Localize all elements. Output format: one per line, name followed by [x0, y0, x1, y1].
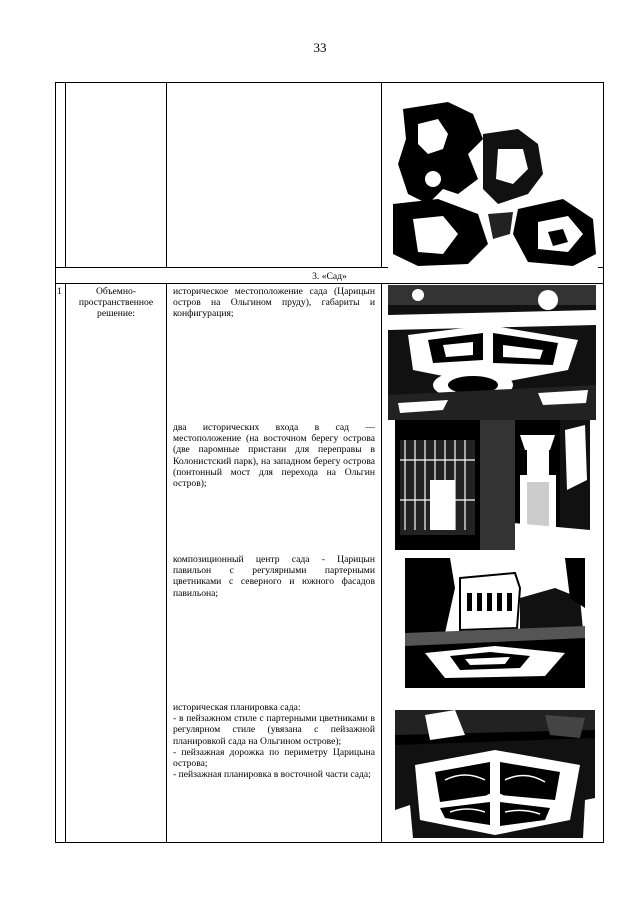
document-table [55, 82, 604, 843]
section-row-bottom-line [55, 283, 604, 284]
column-line-1-upper [65, 82, 66, 268]
column-line-3-upper [381, 82, 382, 268]
item-text-entrances: два исторических входа в сад — местоположение (на восточном берегу острова (две паромные пристани для переправы в Колонистский парк), на западном берегу острова (понтонный мост для перехода на Ольгин остров); [173, 422, 375, 490]
parterre-garden-photo [388, 285, 596, 420]
column-line-3-lower [381, 283, 382, 843]
table-border-bottom [55, 842, 604, 843]
table-border-left [55, 82, 56, 843]
garden-gate-photo [395, 420, 590, 550]
column-line-2-upper [166, 82, 167, 268]
item-text-location: историческое местоположение сада (Царицын остров на Ольгином пруду), габариты и конфигурация; [173, 286, 375, 320]
table-border-top [55, 82, 604, 83]
row-number: 1 [57, 286, 62, 297]
column-line-2-lower [166, 283, 167, 843]
column-line-1-lower [65, 283, 66, 843]
section-title: 3. «Сад» [312, 271, 347, 282]
item-text-historical-layout: историческая планировка сада: - в пейзажном стиле с партерными цветниками в регулярном стиле (увязана с пейзажной планировкой сада на Ольгином острове); - пейзажная дорожка по периметру Царицына острова; - пейзажная планировка в восточной части сада; [173, 702, 375, 781]
page-number: 33 [313, 40, 327, 55]
fountain-sculpture-photo [388, 94, 598, 269]
row-element-name: Объемно-пространственное решение: [78, 286, 154, 320]
table-border-right [603, 82, 604, 843]
flowerbed-parterre-photo [395, 710, 595, 838]
item-text-composition-center: композиционный центр сада - Царицын павильон с регулярными партерными цветниками с северного и южного фасадов павильона; [173, 554, 375, 599]
pavilion-photo [405, 558, 585, 688]
